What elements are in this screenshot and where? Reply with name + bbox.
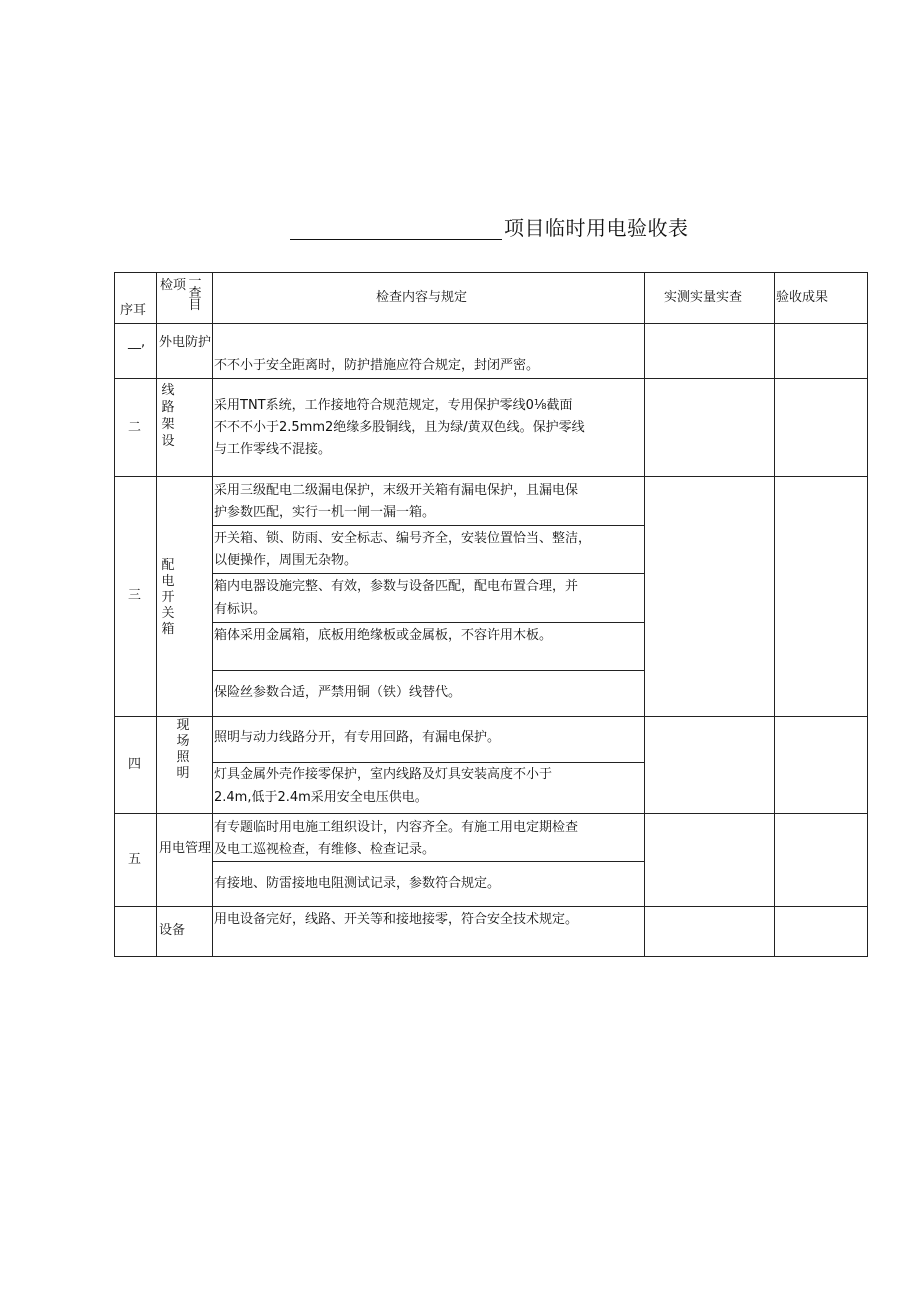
col-divider: [644, 272, 645, 957]
row-divider: [114, 716, 868, 717]
subrow-divider: [212, 762, 644, 763]
row-divider: [114, 378, 868, 379]
row-item: 外电防护: [159, 335, 212, 350]
row-divider: [114, 906, 868, 907]
header-seq: 序耳: [120, 303, 147, 318]
row-content: 用电设备完好，线路、开关等和接地接零，符合安全技术规定。: [214, 912, 579, 927]
row-content: 以便操作，周围无杂物。: [214, 553, 358, 568]
table-border-bottom: [114, 956, 868, 957]
row-content: 不不不小于2.5mm2绝缘多股铜线，且为绿/黄双色线。保护零线: [214, 420, 585, 435]
title-text: 项目临时用电验收表: [504, 216, 689, 240]
row-content: 2.4m,低于2.4m采用安全电压供电。: [214, 790, 428, 805]
row-content: 有专题临时用电施工组织设计，内容齐全。有施工用电定期检查: [214, 820, 579, 835]
header-result: 验收成果: [776, 290, 829, 305]
col-divider: [774, 272, 775, 957]
row-divider: [114, 476, 868, 477]
row-content: 护参数匹配，实行一机一闸一漏一箱。: [214, 505, 436, 520]
row-divider: [114, 813, 868, 814]
col-divider: [156, 272, 157, 957]
row-seq: 三: [128, 588, 142, 603]
header-content: 检查内容与规定: [376, 290, 468, 305]
subrow-divider: [212, 525, 644, 526]
table-border-right: [867, 272, 868, 957]
row-content: 保险丝参数合适，严禁用铜（铁）线替代。: [214, 685, 462, 700]
row-content: 采用TNT系统，工作接地符合规范规定，专用保护零线0⅛截面: [214, 398, 573, 413]
row-item: 设备: [159, 923, 186, 938]
row-item: 现场照明: [176, 718, 190, 781]
table-border-left: [114, 272, 115, 957]
header-check-item-a: 检项: [159, 278, 186, 293]
subrow-divider: [212, 573, 644, 574]
subrow-divider: [212, 622, 644, 623]
document-title: [290, 212, 689, 240]
col-divider: [212, 272, 213, 957]
title-blank-line: [290, 217, 502, 240]
subrow-divider: [212, 670, 644, 671]
row-content: 箱内电器设施完整、有效，参数与设备匹配，配电布置合理，并: [214, 579, 579, 594]
acceptance-table: [114, 272, 868, 957]
row-seq: 四: [128, 757, 142, 772]
row-content: 照明与动力线路分开，有专用回路，有漏电保护。: [214, 730, 501, 745]
row-item: 用电管理: [159, 841, 212, 856]
table-border-top: [114, 272, 868, 273]
header-measured: 实测实量实查: [664, 290, 743, 305]
header-check-item-b: 一查目: [188, 274, 202, 313]
row-seq: 二: [128, 420, 142, 435]
row-content: 灯具金属外壳作接零保护，室内线路及灯具安装高度不小于: [214, 767, 553, 782]
row-content: 开关箱、锁、防雨、安全标志、编号齐全，安装位置恰当、整洁，: [214, 531, 592, 546]
row-item: 配电开关箱: [161, 558, 175, 637]
row-item: 线路架设: [161, 383, 175, 449]
row-content: 箱体采用金属箱，底板用绝缘板或金属板，不容许用木板。: [214, 628, 553, 643]
row-seq: 五: [128, 852, 142, 867]
row-content: 有接地、防雷接地电阻测试记录，参数符合规定。: [214, 876, 501, 891]
row-content: 采用三级配电二级漏电保护，末级开关箱有漏电保护，且漏电保: [214, 483, 579, 498]
row-content: 与工作零线不混接。: [214, 442, 332, 457]
row-divider: [114, 323, 868, 324]
row-content: 及电工巡视检查，有维修、检查记录。: [214, 842, 436, 857]
row-content: 不不小于安全距离时，防护措施应符合规定，封闭严密。: [214, 358, 540, 373]
row-content: 有标识。: [214, 602, 267, 617]
row-seq: __,: [128, 335, 146, 350]
subrow-divider: [212, 861, 644, 862]
